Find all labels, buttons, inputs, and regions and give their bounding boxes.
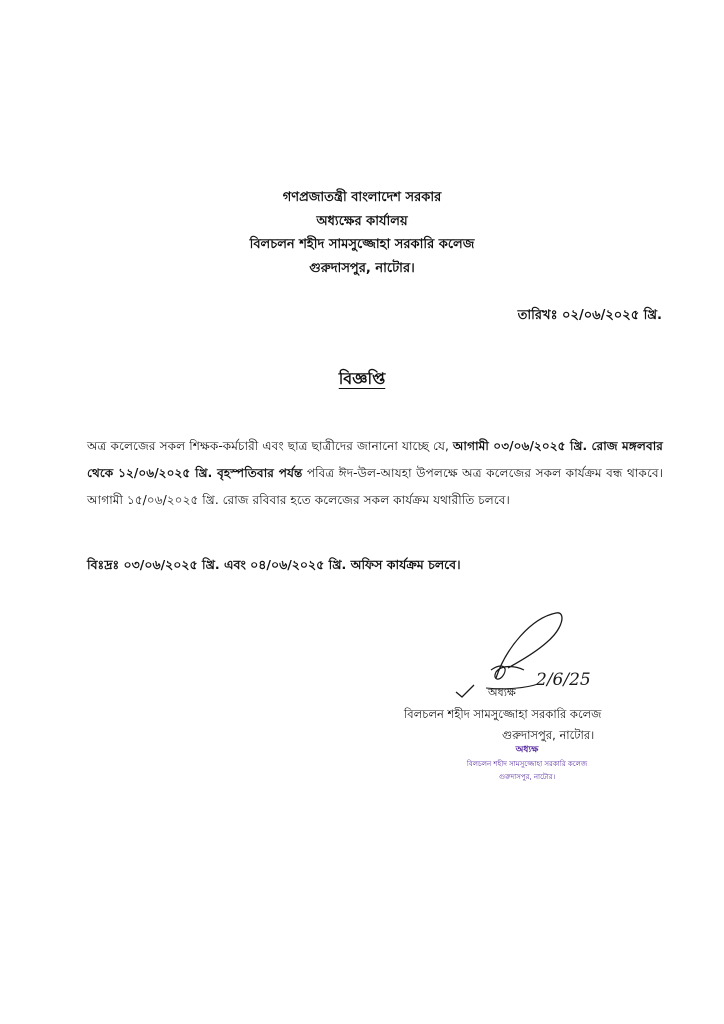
body-text-rest: পবিত্র ঈদ-উল-আযহা উপলক্ষে অত্র কলেজের সকল কার্যক্রম বন্ধ থাকবে। আগামী ১৫/০৬/২০২৫ খ্রি. রোজ রবিবার হতে কলেজের সকল কার্যক্রম যথারীতি চলবে। [87, 466, 663, 507]
government-name: গণপ্রজাতন্ত্রী বাংলাদেশ সরকার [282, 190, 442, 205]
letterhead [0, 186, 724, 280]
check-mark-icon [454, 683, 476, 699]
signatory-institution: বিলচলন শহীদ সামসুজ্জোহা সরকারি কলেজ [404, 707, 602, 721]
notice-title-text: বিজ্ঞপ্তি [338, 369, 386, 388]
college-location: গুরুদাসপুর, নাটোর। [309, 260, 415, 276]
notice-date: তারিখঃ ০২/০৬/২০২৫ খ্রি. [517, 308, 662, 323]
stamp-place: গুরুদাসপুর, নাটোর। [498, 773, 556, 781]
body-text-highlight: আগামী ০৩/০৬/২০২৫ খ্রি. রোজ মঙ্গলবার থেকে ১২/০৬/২০২৫ খ্রি. বৃহস্পতিবার পর্যন্ত [87, 439, 663, 480]
handwritten-date: 2/6/25 [536, 670, 591, 690]
signatory-place: গুরুদাসপুর, নাটোর। [502, 728, 595, 742]
stamp-designation: অধ্যক্ষ [515, 745, 539, 755]
notice-title [0, 366, 724, 393]
notice-body [87, 433, 663, 514]
signatory-designation: অধ্যক্ষ [488, 686, 516, 699]
stamp-institution: বিলচলন শহীদ সামসুজ্জোহা সরকারি কলেজ [466, 760, 588, 768]
office-name: অধ্যক্ষের কার্যালয় [316, 213, 408, 229]
college-name: বিলচলন শহীদ সামসুজ্জোহা সরকারি কলেজ [249, 237, 475, 252]
notice-note: বিঃদ্রঃ ০৩/০৬/২০২৫ খ্রি. এবং ০৪/০৬/২০২৫ খ্রি. অফিস কার্যক্রম চলবে। [87, 557, 461, 572]
official-seal-stamp [452, 744, 602, 783]
body-text-intro: অত্র কলেজের সকল শিক্ষক-কর্মচারী এবং ছাত্র ছাত্রীদের জানানো যাচ্ছে যে, [87, 439, 453, 453]
